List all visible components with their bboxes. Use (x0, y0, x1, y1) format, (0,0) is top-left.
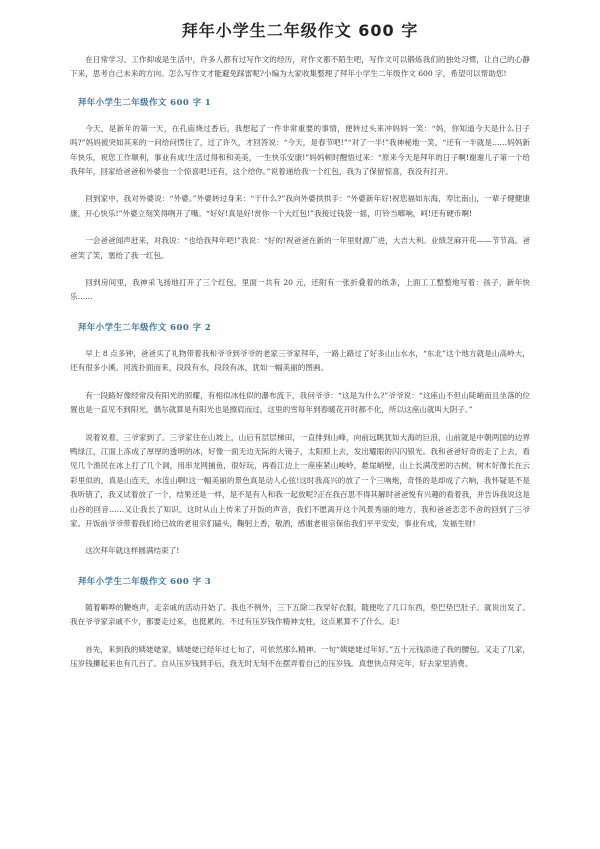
section-heading-2: 拜年小学生二年级作文 600 字 2 (78, 321, 212, 332)
section-heading-3: 拜年小学生二年级作文 600 字 3 (78, 575, 212, 586)
section-1-paragraph-3: 一会爸爸闻声赶来，对我说：“也给我拜年吧!”我说：“好的!祝爸爸在新的一年里财源广进，大吉大利。业绩芝麻开花——节节高。爸爸笑了笑，塞给了我一红包。 (70, 236, 530, 260)
section-2-paragraph-1: 早上 8 点多钟，爸爸买了礼物带着我和爷爷到爷爷的老家三爷家拜年，一路上路过了好多山山水水，“东北”这个地方就是山高岭大，还有很多小溪。河流扑面而来，段段有水，段段有冰，犹如一幅美丽的图画。 (70, 348, 530, 373)
section-1-paragraph-4: 回到房间里，我神采飞扬地打开了三个红包，里面一共有 20 元，还附有一张折叠着的纸条，上面工工整整地写着：孩子，新年快乐…… (70, 278, 530, 302)
section-1-paragraph-2: 回到家中，我对外婆说：“外婆。”外婆转过身来：“干什么?”我向外婆拱拱手：“外婆新年好!祝您福如东海，寿比南山，一辈子健健康康，开心快乐!”外婆立刻笑得咧开了嘴。“好好!真是好!赏你一个大红包!”我接过钱袋一摇，叮铃当啷响，呵!还有硬币啊! (70, 194, 530, 218)
section-heading-1: 拜年小学生二年级作文 600 字 1 (78, 96, 212, 107)
section-1-paragraph-1: 今天，是新年的第一天，在孔庙烧过香后，我想起了一件非常重要的事情，便转过头来冲妈妈一笑：“妈，你知道今天是什么日子吗?”妈妈被突如其来的一问给问愣住了，过了许久，才回答说：“今天，是春节吧!”“对了一半!”我神秘地一笑，“还有一半就是……妈妈新年快乐，祝您工作顺利，事业有成!生活过得和和美美，一生快乐安康!”妈妈顿时醒悟过来：“原来今天是拜年的日子啊!谢谢儿子第一个给我拜年，回家给爸爸和外婆也一个惊喜吧!还有，这个给你。”说着递给我一个红包，我为了保留惊喜，我没有打开。 (70, 123, 530, 177)
section-2-paragraph-2: 有一段路好像经常没有阳光的照耀，有相似冰柱似的瀑布流下，我问爷爷：“这是为什么?”爷爷说：“这座山不但山陡峭而且坐落的位置也是一直见不到阳光，偶尔就算是有阳光也是擦肩而过，这里的雪每年到春暖花开时都不化，所以这座山就叫大阴子。” (70, 390, 530, 415)
section-3-paragraph-1: 随着噼哗的鞭炮声，走亲戚的活动开始了。我也不例外，三下五除二我穿好衣服，随便吃了几口东西，垫巴垫巴肚子。就说出发了。我在爷爷家亲戚不少，都要走过来，也挺累的。不过有压岁钱作精神支柱，这点累算不了什么。走! (70, 602, 530, 627)
document-title: 拜年小学生二年级作文 600 字 (181, 21, 419, 40)
intro-paragraph: 在日常学习、工作抑或是生活中，许多人都有过写作文的经历，对作文都不陌生吧，写作文可以锻炼我们的独处习惯，让自己的心静下来，思考自己未来的方向。怎么写作文才能避免踩雷呢?小编为大家收集整理了拜年小学生二年级作文 600 字，希望可以帮助您! (70, 55, 530, 79)
section-2-paragraph-3: 说着说着，三爷家到了。三爷家住在山坡上，山后有层层梯田，一直排到山峰，向前远眺犹如大海的巨浪，山前就是中朝两国的边界鸭绿江，江面上冻成了厚厚的透明的冰，好像一面无边无际的大镜子，太阳照上去，发出耀眼的闪闪银光。我和爸爸好奇的走了上去，看见几个渔民在冰上打了几个洞，用串龙网捕鱼，很好玩，再看江边上一座座紧山峻岭，悬崖峭壁，山上长满茂密的古树，树木好像长在云彩里似的，真是山连天，水连山啊!这一幅美丽的景色真是动人心弦!这时我高兴的放了一个三响炮，奇怪的是却成了六响，我怀疑是不是我听错了，我又试着放了一个，结果还是一样，是不是有人和我一起放呢?正在我百思不得其解时爸爸悦有兴趣的看着我，并告诉我说这是山谷的回音……又让我长了知识。这时从山上传来了开饭的声音，我们不愿离开这个风景秀丽的地方，我和爸爸恋恋不舍的回到了三爷家。开饭前爷爷带着我们给已故的老祖宗们磕头，鞠躬上香，敬酒，感谢老祖宗保佑我们平平安安，事业有成，发福生财! (70, 432, 530, 528)
section-3-paragraph-2: 首先，来到我的姨姥姥家，姨姥姥已经年过七旬了，可依然那么精神。一句“姨姥姥过年好。”五十元钱添进了我的腰包。又走了几家，压岁钱攥起来也有几百了。自从压岁钱到手后，我无时无刻不在摆弄着自己的压岁钱。真想快点拜完年，好去家里消费。 (70, 644, 530, 668)
section-2-paragraph-4: 这次拜年就这样圆满结束了! (85, 546, 180, 556)
